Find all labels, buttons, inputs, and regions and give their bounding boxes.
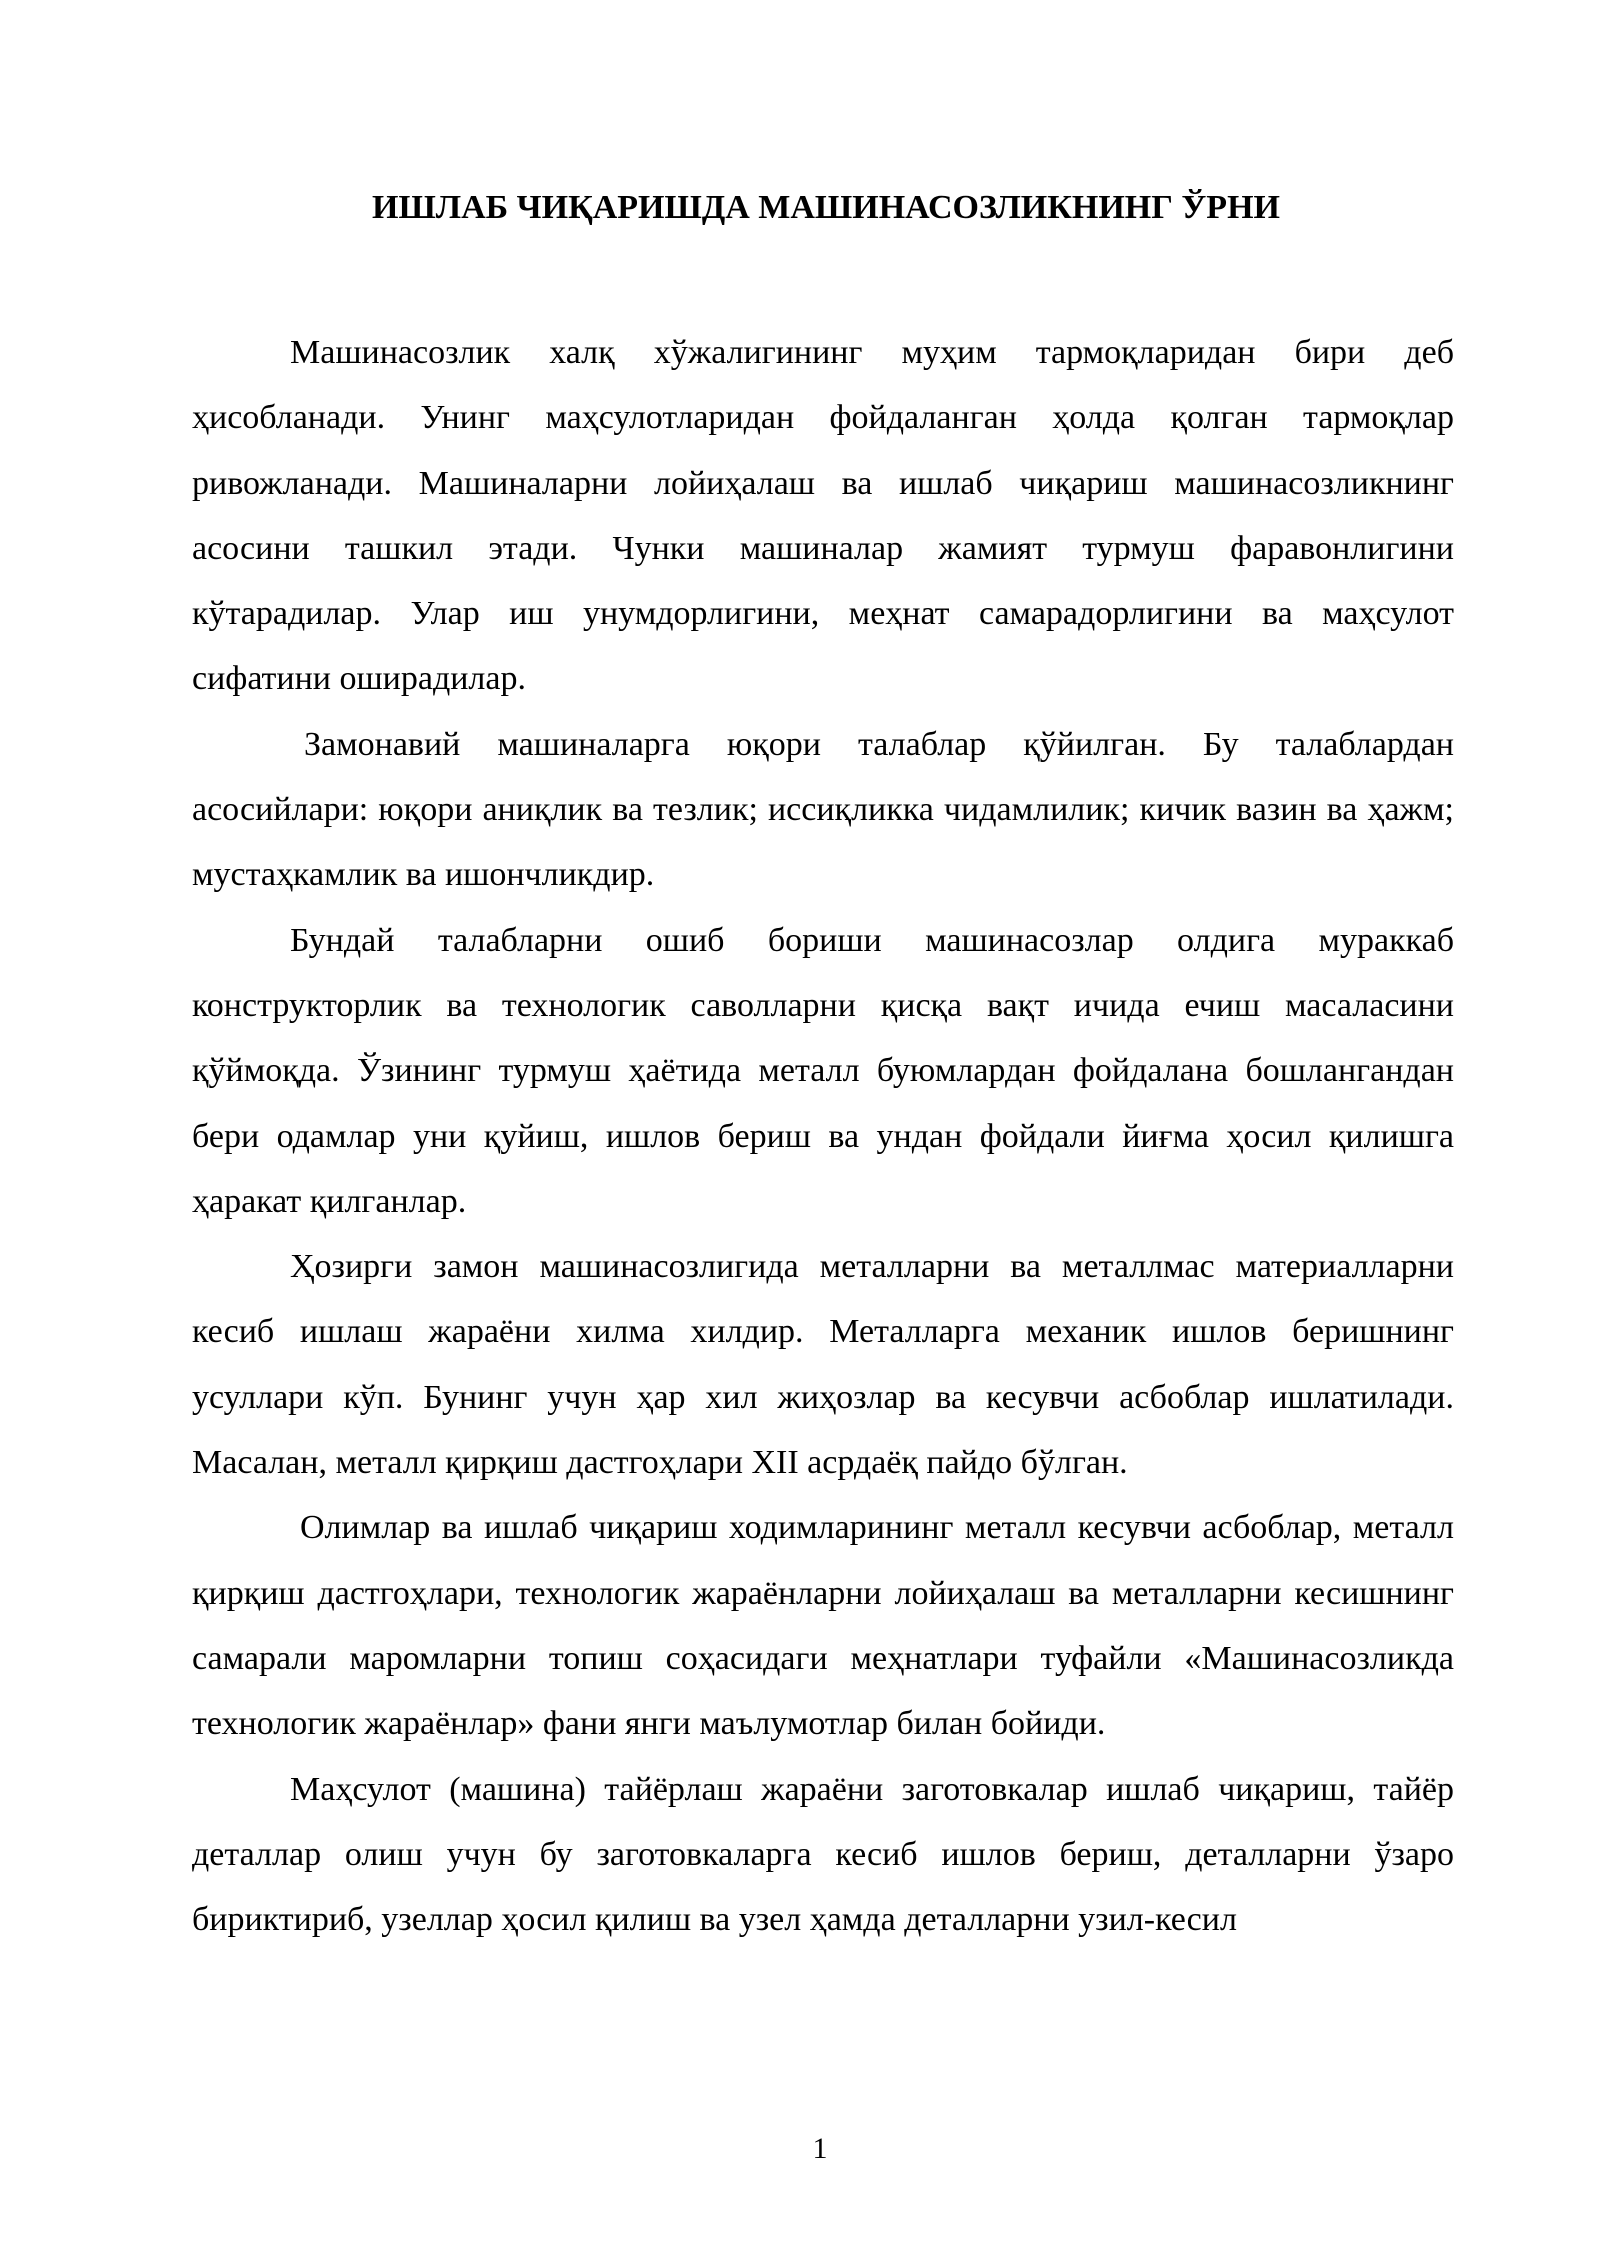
paragraph-1: Машинасозлик халқ хўжалигининг муҳим тармоқларидан бири деб ҳисобланади. Унинг маҳсулотларидан фойдаланган ҳолда қолган тармоқлар ривожланади. Машиналарни лойиҳалаш ва ишлаб чиқариш машинасозликнинг асосини ташкил этади. Чунки машиналар жамият турмуш фаравонлигини кўтарадилар. Улар иш унумдорлигини, меҳнат самарадорлигини ва маҳсулот сифатини оширадилар.	[192, 334, 1454, 698]
page-title: ИШЛАБ ЧИҚАРИШДА МАШИНАСОЗЛИКНИНГ ЎРНИ	[372, 189, 1280, 226]
paragraph-5: Олимлар ва ишлаб чиқариш ходимларининг металл кесувчи асбоблар, металл қирқиш дастгоҳлари, технологик жараёнларни лойиҳалаш ва металларни кесишнинг самарали маромларни топиш соҳасидаги меҳнатлари туфайли «Машинасозликда технологик жараёнлар» фани янги маълумотлар билан бойиди.	[192, 1509, 1454, 1743]
paragraph-2: Замонавий машиналарга юқори талаблар қўйилган. Бу талаблардан асосийлари: юқори аниқлик ва тезлик; иссиқликка чидамлилик; кичик вазин ва ҳажм; мустаҳкамлик ва ишончликдир.	[192, 725, 1454, 894]
body-text	[192, 320, 1454, 1952]
paragraph-3: Бундай талабларни ошиб бориши машинасозлар олдига мураккаб конструкторлик ва технологик саволларни қисқа вақт ичида ечиш масаласини қўймоқда. Ўзининг турмуш ҳаётида металл буюмлардан фойдалана бошлангандан бери одамлар уни қуйиш, ишлов бериш ва ундан фойдали йиғма ҳосил қилишга ҳаракат қилганлар.	[192, 921, 1454, 1220]
paragraph-4: Ҳозирги замон машинасозлигида металларни ва металлмас материалларни кесиб ишлаш жараёни хилма хилдир. Металларга механик ишлов беришнинг усуллари кўп. Бунинг учун ҳар хил жиҳозлар ва кесувчи асбоблар ишлатилади. Масалан, металл қирқиш дастгоҳлари XII асрдаёқ пайдо бўлган.	[192, 1248, 1454, 1482]
paragraph-6: Маҳсулот (машина) тайёрлаш жараёни заготовкалар ишлаб чиқариш, тайёр деталлар олиш учун бу заготовкаларга кесиб ишлов бериш, деталларни ўзаро бириктириб, узеллар ҳосил қилиш ва узел ҳамда деталларни узил-кесил	[192, 1770, 1454, 1939]
page-number: 1	[812, 2132, 828, 2165]
